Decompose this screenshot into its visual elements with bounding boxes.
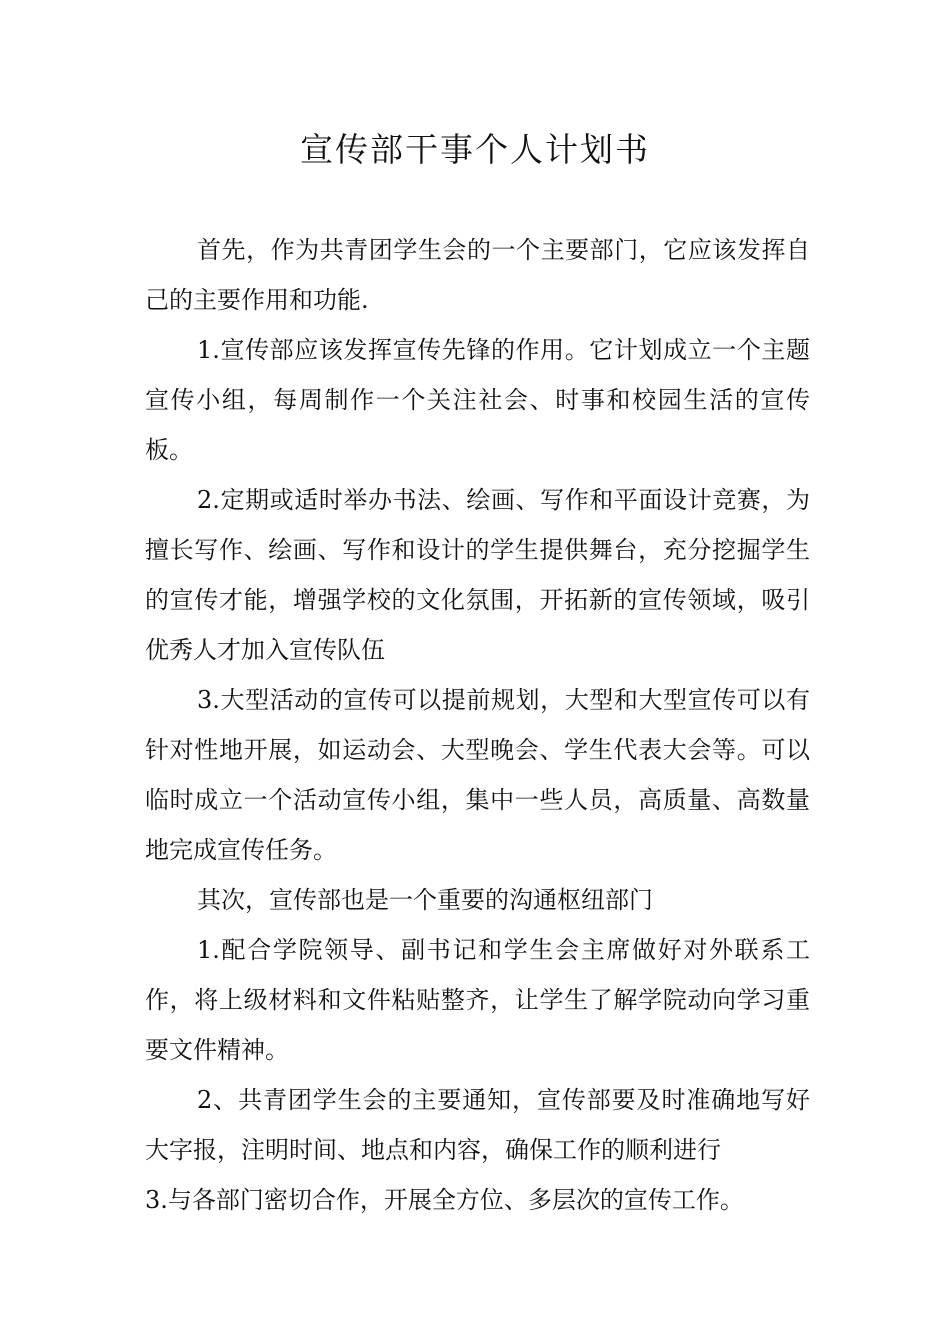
paragraph-section2-item-1: 1.配合学院领导、副书记和学生会主席做好对外联系工作，将上级材料和文件粘贴整齐，让学生了解学院动向学习重要文件精神。 [145,936,810,1064]
paragraph-second-section: 其次，宣传部也是一个重要的沟通枢纽部门 [197,886,653,914]
document-title: 宣传部干事个人计划书 [300,130,650,169]
paragraph-section2-item-2: 2、共青团学生会的主要通知，宣传部要及时准确地写好大字报，注明时间、地点和内容，确保工作的顺利进行 [145,1086,810,1164]
paragraph-item-2: 2.定期或适时举办书法、绘画、写作和平面设计竞赛，为擅长写作、绘画、写作和设计的学生提供舞台，充分挖掘学生的宣传才能，增强学校的文化氛围，开拓新的宣传领域，吸引优秀人才加入宣传队伍 [145,486,810,664]
paragraph-item-3: 3.大型活动的宣传可以提前规划，大型和大型宣传可以有针对性地开展，如运动会、大型晚会、学生代表大会等。可以临时成立一个活动宣传小组，集中一些人员，高质量、高数量地完成宣传任务。 [145,686,810,864]
paragraph-item-1: 1.宣传部应该发挥宣传先锋的作用。它计划成立一个主题宣传小组，每周制作一个关注社会、时事和校园生活的宣传板。 [145,336,810,464]
paragraph-section2-item-3: 3.与各部门密切合作，开展全方位、多层次的宣传工作。 [145,1186,744,1214]
paragraph-intro: 首先，作为共青团学生会的一个主要部门，它应该发挥自己的主要作用和功能. [145,236,810,314]
document-body [145,225,810,1225]
